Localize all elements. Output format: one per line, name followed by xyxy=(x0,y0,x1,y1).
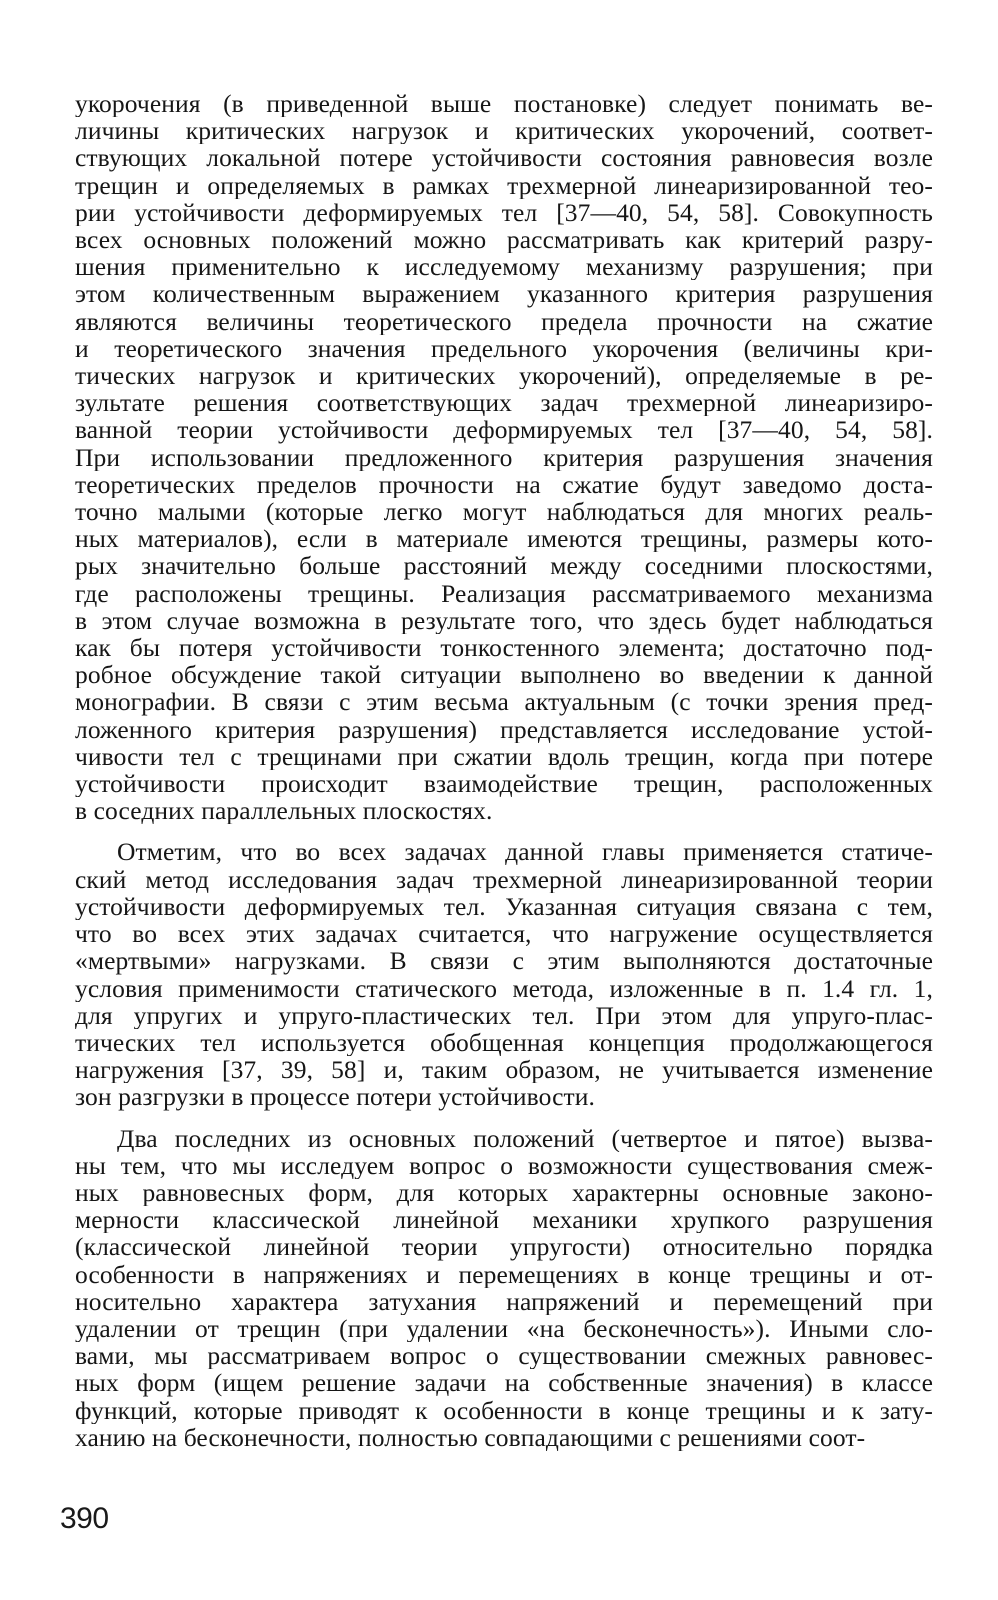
text-line: робное обсуждение такой ситуации выполнено во введении к данной xyxy=(75,661,933,689)
text-line: ных материалов), если в материале имеются трещины, размеры кото- xyxy=(75,525,933,553)
text-line: рии устойчивости деформируемых тел [37—40, 54, 58]. Совокупность xyxy=(75,198,933,227)
paragraph xyxy=(75,90,933,824)
text-line: устойчивости происходит взаимодействие трещин, расположенных xyxy=(75,770,933,798)
text-line: в соседних параллельных плоскостях. xyxy=(75,797,493,825)
text-line: функций, которые приводят к особенности в конце трещины и к зату- xyxy=(75,1396,933,1424)
text-line: ский метод исследования задач трехмерной линеаризированной теории xyxy=(75,865,933,893)
text-line: Два последних из основных положений (четвертое и пятое) вызва- xyxy=(117,1124,933,1152)
text-line: ных равновесных форм, для которых характерны основные законо- xyxy=(75,1178,933,1207)
text-line: условия применимости статического метода, изложенные в п. 1.4 гл. 1, xyxy=(75,974,933,1002)
text-line: (классической линейной теории упругости) относительно порядка xyxy=(75,1233,933,1261)
text-line: всех основных положений можно рассматривать как критерий разру- xyxy=(75,226,933,254)
text-line: зультате решения соответствующих задач трехмерной линеаризиро- xyxy=(75,389,933,417)
text-line: и теоретического значения предельного укорочения (величины кри- xyxy=(75,334,933,363)
text-line: зон разгрузки в процессе потери устойчивости. xyxy=(75,1083,596,1111)
text-line: трещин и определяемых в рамках трехмерной линеаризированной тео- xyxy=(75,171,933,199)
text-line: При использовании предложенного критерия разрушения значения xyxy=(75,443,933,471)
text-line: ложенного критерия разрушения) представляется исследование устой- xyxy=(75,715,933,743)
text-line: чивости тел с трещинами при сжатии вдоль трещин, когда при потере xyxy=(75,742,933,771)
text-line: тических нагрузок и критических укорочений), определяемые в ре- xyxy=(75,362,933,390)
text-line: нагружения [37, 39, 58] и, таким образом, не учитывается изменение xyxy=(75,1056,933,1084)
text-line: где расположены трещины. Реализация рассматриваемого механизма xyxy=(75,579,933,607)
text-line: как бы потеря устойчивости тонкостенного элемента; достаточно под- xyxy=(75,634,933,662)
paragraph xyxy=(75,838,933,1110)
text-line: ханию на бесконечности, полностью совпадающими с решениями соот- xyxy=(75,1423,866,1451)
paragraph xyxy=(75,1125,933,1451)
text-line: шения применительно к исследуемому механизму разрушения; при xyxy=(75,253,933,281)
text-line: точно малыми (которые легко могут наблюдаться для многих реаль- xyxy=(75,498,933,526)
text-line: укорочения (в приведенной выше постановке) следует понимать ве- xyxy=(75,90,933,118)
text-line: вами, мы рассматриваем вопрос о существовании смежных равновес- xyxy=(75,1342,933,1370)
text-line: ванной теории устойчивости деформируемых тел [37—40, 54, 58]. xyxy=(75,416,933,444)
text-line: носительно характера затухания напряжений и перемещений при xyxy=(75,1287,933,1315)
text-line: в этом случае возможна в результате того, что здесь будет наблюдаться xyxy=(75,606,933,635)
text-line: для упругих и упруго-пластических тел. При этом для упруго-плас- xyxy=(75,1001,933,1029)
text-line: монографии. В связи с этим весьма актуальным (с точки зрения пред- xyxy=(75,688,933,716)
text-line: теоретических пределов прочности на сжатие будут заведомо доста- xyxy=(75,470,933,499)
text-line: устойчивости деформируемых тел. Указанная ситуация связана с тем, xyxy=(75,892,933,921)
text-line: рых значительно больше расстояний между соседними плоскостями, xyxy=(75,552,933,580)
text-line: являются величины теоретического предела прочности на сжатие xyxy=(75,307,933,335)
text-line: мерности классической линейной механики хрупкого разрушения xyxy=(75,1206,933,1234)
text-line: ных форм (ищем решение задачи на собственные значения) в классе xyxy=(75,1369,933,1397)
page-number: 390 xyxy=(60,1502,109,1535)
text-line: тических тел используется обобщенная концепция продолжающегося xyxy=(75,1028,933,1057)
text-line: ны тем, что мы исследуем вопрос о возможности существования смеж- xyxy=(75,1151,933,1179)
text-line: «мертвыми» нагрузками. В связи с этим выполняются достаточные xyxy=(75,947,933,975)
text-line: что во всех этих задачах считается, что нагружение осуществляется xyxy=(75,920,933,948)
text-line: этом количественным выражением указанного критерия разрушения xyxy=(75,280,933,308)
text-line: Отметим, что во всех задачах данной главы применяется статиче- xyxy=(117,838,933,866)
text-line: ствующих локальной потере устойчивости состояния равновесия возле xyxy=(75,144,933,172)
text-line: личины критических нагрузок и критических укорочений, соответ- xyxy=(75,117,933,145)
text-line: удалении от трещин (при удалении «на бесконечность»). Иными сло- xyxy=(75,1314,933,1343)
text-line: особенности в напряжениях и перемещениях в конце трещины и от- xyxy=(75,1260,933,1288)
page-body xyxy=(75,90,933,1451)
